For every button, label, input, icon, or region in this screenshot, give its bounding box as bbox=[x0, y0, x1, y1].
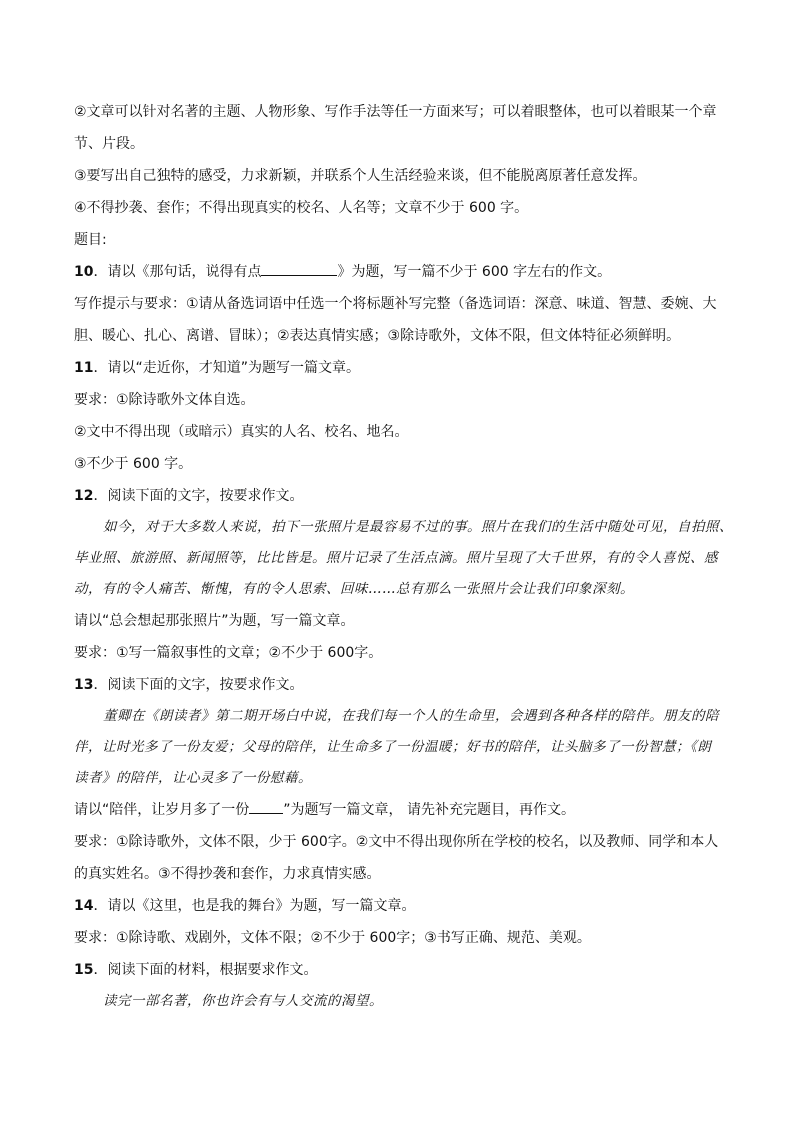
question-14 bbox=[74, 890, 734, 922]
document-content bbox=[74, 96, 734, 1017]
question-text: 》为题，写一篇不少于 600 字左右的作文。 bbox=[337, 264, 612, 280]
question-15 bbox=[74, 954, 734, 986]
question-text: ．请以《这里，也是我的舞台》为题，写一篇文章。 bbox=[93, 898, 416, 914]
fill-blank bbox=[249, 801, 283, 814]
passage-line: 董卿在《朗读者》第二期开场白中说，在我们每一个人的生命里，会遇到各种各样的陪伴。朋友的陪 bbox=[103, 708, 719, 724]
requirement-line: 要求：①除诗歌外文体自选。 bbox=[74, 392, 255, 408]
question-text: ．请以《那句话，说得有点 bbox=[93, 264, 262, 280]
prompt-text: ”为题写一篇文章， 请先补充完题目，再作文。 bbox=[283, 802, 575, 818]
passage-line: 伴，让时光多了一份友爱；父母的陪伴，让生命多了一份温暖；好书的陪伴，让头脑多了一份智慧；《朗 bbox=[74, 739, 712, 755]
question-12 bbox=[74, 480, 734, 512]
prompt-text: 请以“陪伴，让岁月多了一份 bbox=[74, 802, 250, 818]
requirement-line: ④不得抄袭、套作；不得出现真实的校名、人名等；文章不少于 600 字。 bbox=[74, 200, 529, 216]
title-label: 题目: bbox=[74, 232, 107, 248]
question-number: 15 bbox=[74, 962, 94, 978]
requirement-line: 要求：①除诗歌外，文体不限，少于 600字。②文中不得出现你所在学校的校名，以及教师、同学和本人 bbox=[74, 834, 719, 850]
question-number: 11 bbox=[74, 360, 94, 376]
question-number: 10 bbox=[74, 264, 94, 280]
question-number: 12 bbox=[74, 488, 94, 504]
passage-line: 毕业照、旅游照、新闻照等，比比皆是。照片记录了生活点滴。照片呈现了大千世界，有的令人喜悦、感 bbox=[74, 550, 718, 566]
question-text: ．请以“走近你，才知道”为题写一篇文章。 bbox=[93, 360, 360, 376]
question-number: 13 bbox=[74, 677, 94, 693]
question-11 bbox=[74, 352, 734, 384]
requirement-line: ③要写出自己独特的感受，力求新颖，并联系个人生活经验来谈，但不能脱离原著任意发挥。 bbox=[74, 168, 647, 184]
requirement-line: 写作提示与要求：①请从备选词语中任选一个将标题补写完整（备选词语：深意、味道、智慧、委婉、大 bbox=[74, 296, 717, 312]
requirement-line: ②文章可以针对名著的主题、人物形象、写作手法等任一方面来写；可以着眼整体，也可以着眼某一个章 bbox=[74, 104, 717, 120]
question-text: ．阅读下面的文字，按要求作文。 bbox=[93, 488, 304, 504]
passage-line: 读完一部名著，你也许会有与人交流的渴望。 bbox=[103, 993, 383, 1009]
question-text: ．阅读下面的材料，根据要求作文。 bbox=[93, 962, 318, 978]
requirement-line: ②文中不得出现（或暗示）真实的人名、校名、地名。 bbox=[74, 424, 409, 440]
question-text: ．阅读下面的文字，按要求作文。 bbox=[93, 677, 304, 693]
requirement-line: 要求：①除诗歌、戏剧外，文体不限；②不少于 600字；③书写正确、规范、美观。 bbox=[74, 930, 591, 946]
question-10 bbox=[74, 256, 734, 288]
passage-line: 读者》的陪伴，让心灵多了一份慰藉。 bbox=[74, 770, 312, 786]
requirement-line: 胆、暖心、扎心、离谱、冒昧）；②表达真情实感；③除诗歌外，文体不限，但文体特征必须鲜明。 bbox=[74, 328, 681, 344]
passage-line: 动，有的令人痛苦、惭愧，有的令人思索、回味……总有那么一张照片会让我们印象深刻。 bbox=[74, 581, 634, 597]
question-13 bbox=[74, 669, 734, 701]
question-number: 14 bbox=[74, 898, 94, 914]
fill-blank bbox=[261, 263, 337, 276]
prompt-line bbox=[74, 794, 734, 826]
requirement-line: 要求：①写一篇叙事性的文章；②不少于 600字。 bbox=[74, 645, 383, 661]
requirement-line: 节、片段。 bbox=[74, 136, 144, 152]
passage-line: 如今，对于大多数人来说，拍下一张照片是最容易不过的事。照片在我们的生活中随处可见，自拍照、 bbox=[103, 519, 733, 535]
prompt-line: 请以“总会想起那张照片”为题，写一篇文章。 bbox=[74, 613, 355, 629]
requirement-line: 的真实姓名。③不得抄袭和套作，力求真情实感。 bbox=[74, 866, 381, 882]
requirement-line: ③不少于 600 字。 bbox=[74, 456, 193, 472]
